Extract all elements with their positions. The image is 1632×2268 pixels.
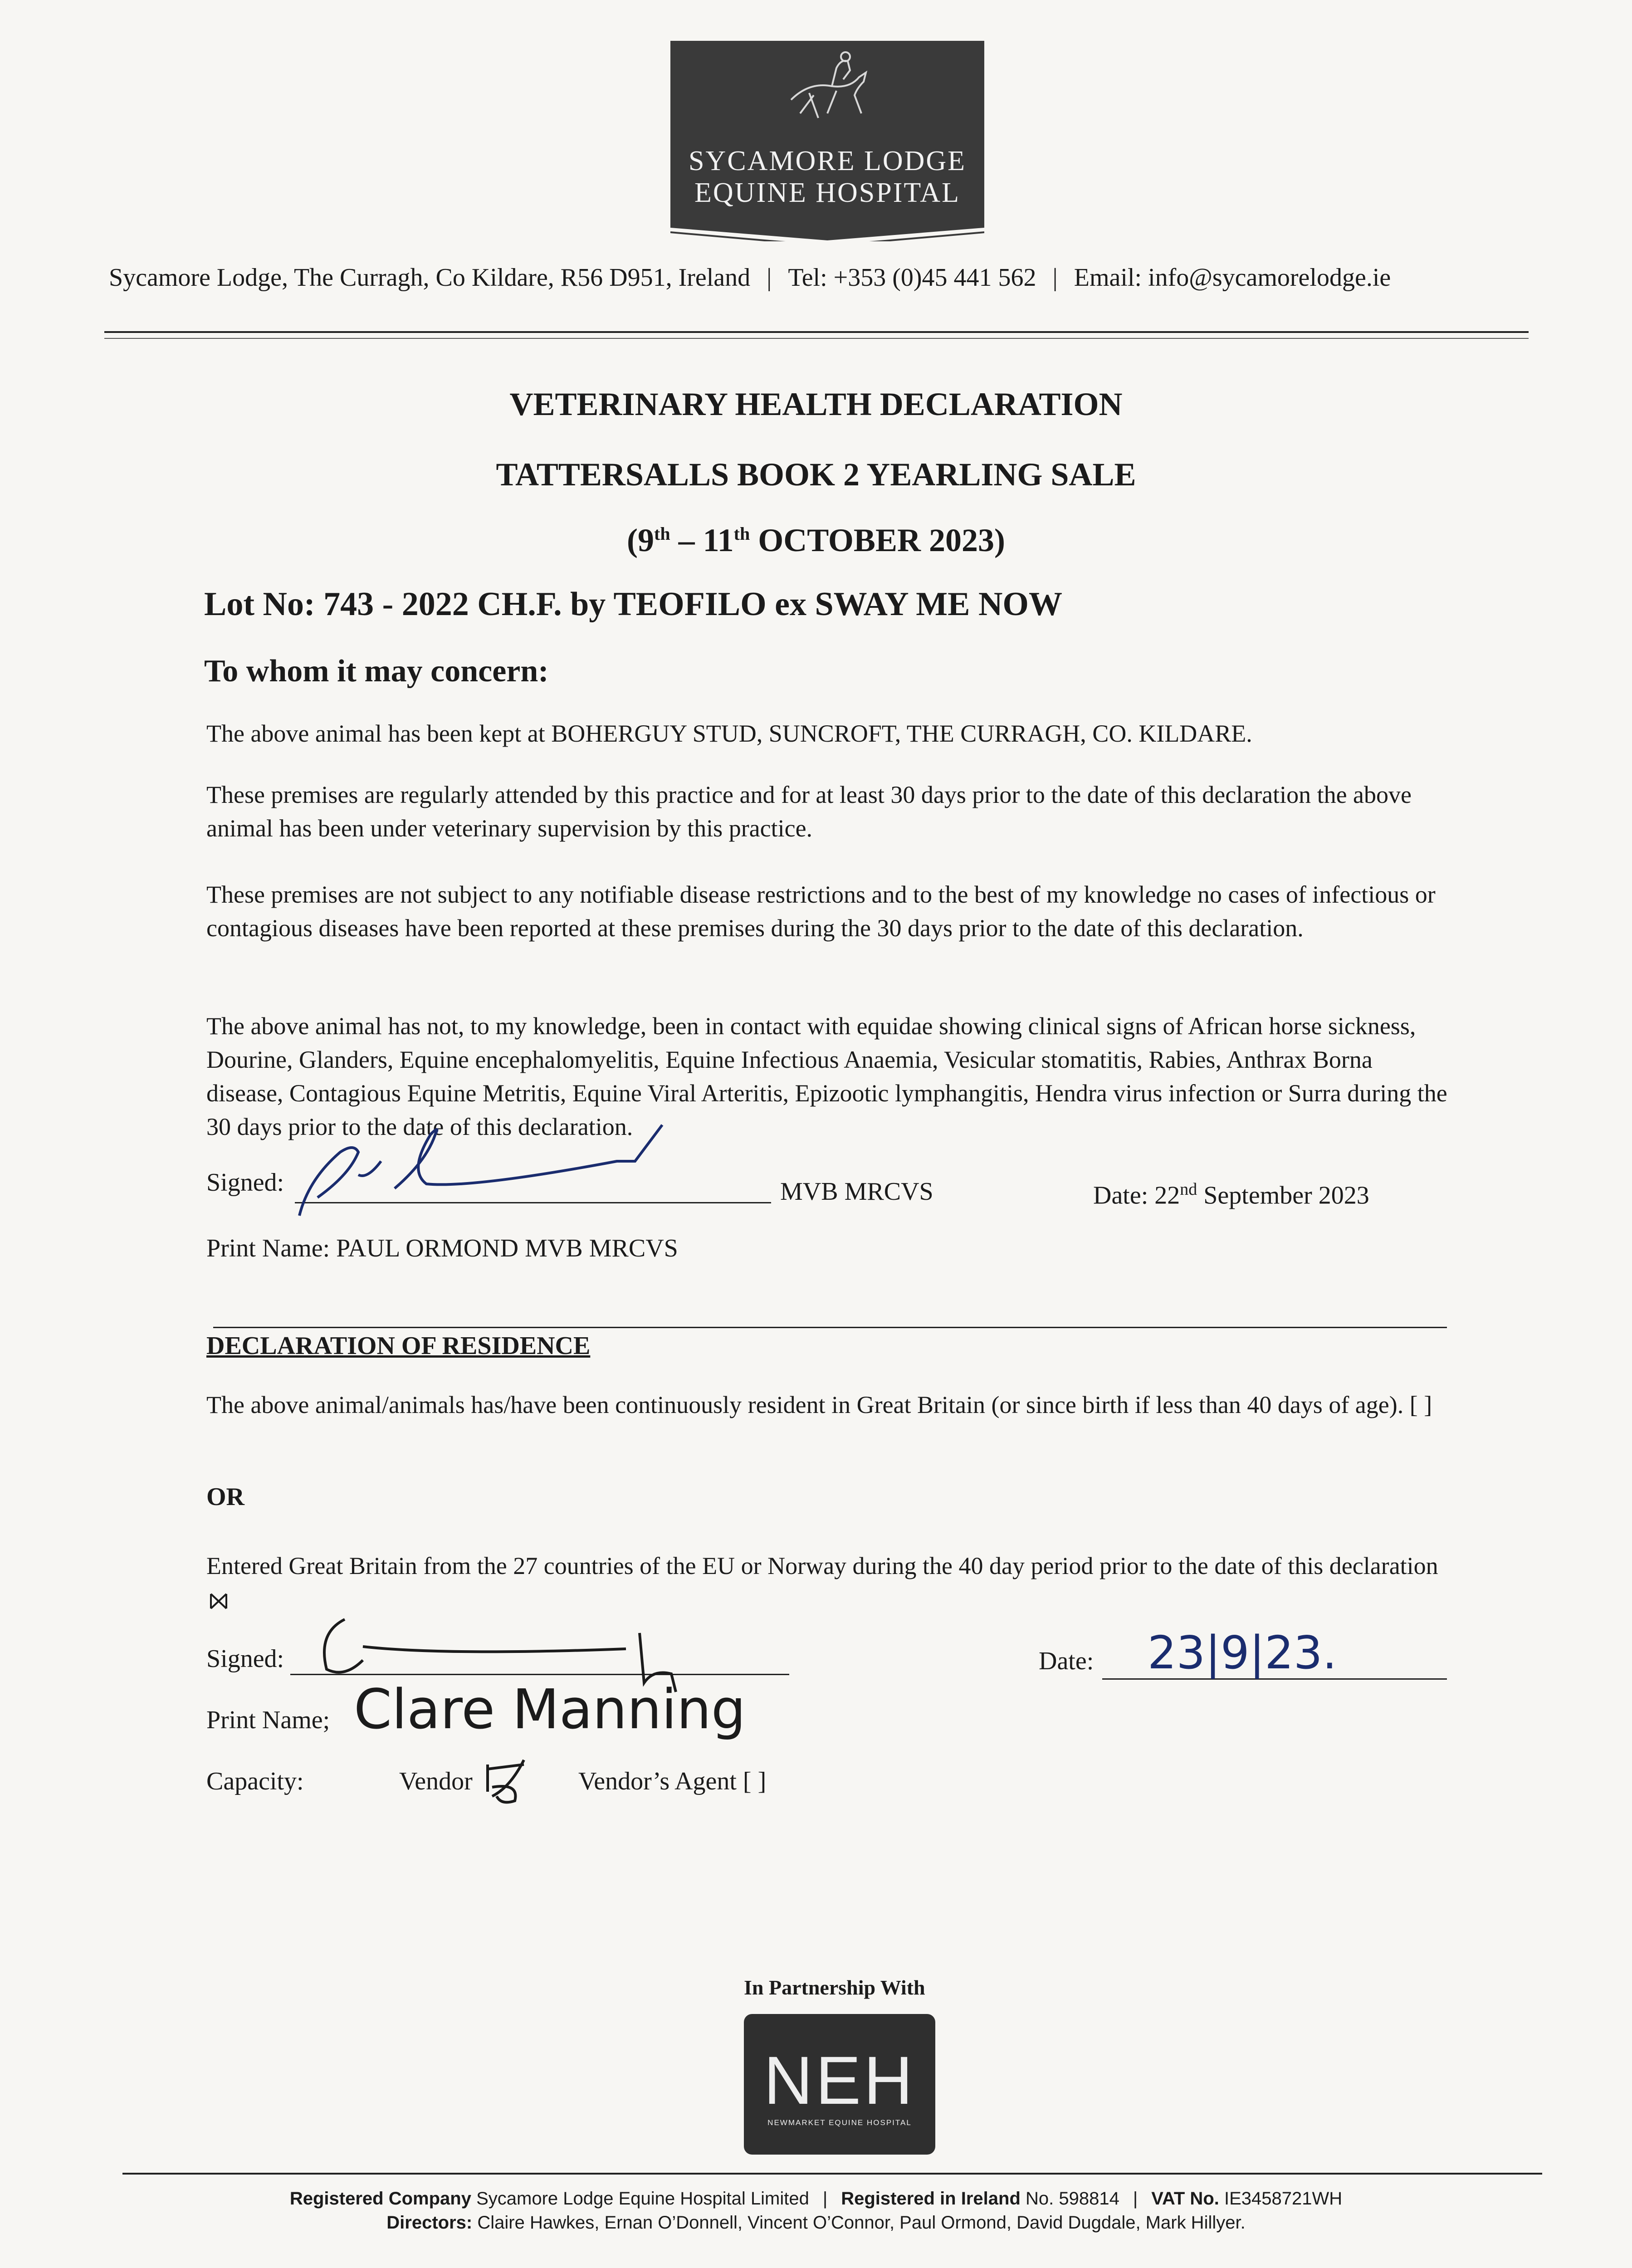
logo-line-1: SYCAMORE LODGE	[688, 146, 967, 176]
vendor-label: Vendor	[399, 1767, 473, 1795]
paragraph-attended: These premises are regularly attended by this practice and for at least 30 days prior to the date of this declaration the above animal has been under veterinary supervision by this practice.	[206, 781, 1412, 842]
telephone: Tel: +353 (0)45 441 562	[788, 264, 1036, 292]
neh-logo-subtitle: NEWMARKET EQUINE HOSPITAL	[767, 2118, 912, 2127]
paragraph-kept-at: The above animal has been kept at BOHERGUY STUD, SUNCROFT, THE CURRAGH, CO. KILDARE.	[206, 720, 1252, 747]
neh-logo-letters: NEH	[763, 2042, 916, 2118]
vet-signed-label: Signed:	[206, 1168, 284, 1197]
owner-print-handwritten: Clare Manning	[354, 1678, 746, 1741]
footer-registration: Registered Company Sycamore Lodge Equine Hospital Limited | Registered in Ireland No. 598814 | VAT No. IE3458721WH	[289, 2189, 1343, 2209]
header-rule	[104, 331, 1529, 333]
footer-rule	[122, 2173, 1542, 2175]
residence-option-2: Entered Great Britain from the 27 countries of the EU or Norway during the 40 day period prior to the date of this declaration	[206, 1549, 1454, 1616]
vet-signature	[290, 1107, 699, 1225]
sale-dates: (9th – 11th OCTOBER 2023)	[627, 522, 1005, 558]
vendor-checkbox-marked	[483, 1755, 533, 1805]
contact-line: Sycamore Lodge, The Curragh, Co Kildare, R56 D951, Ireland | Tel: +353 (0)45 441 562 | Email: info@sycamorelodge.ie	[109, 264, 1391, 292]
paragraph-restrictions: These premises are not subject to any notifiable disease restrictions and to the best of my knowledge no cases of infectious or contagious diseases have been reported at these premises during the 30 days prior to the date of this declaration.	[206, 881, 1436, 942]
partner-caption: In Partnership With	[744, 1976, 925, 1999]
hospital-logo	[670, 41, 984, 222]
logo-chevron	[670, 219, 984, 241]
option-2-checkbox-marked	[209, 1585, 228, 1603]
neh-logo	[744, 2014, 935, 2155]
residence-title: DECLARATION OF RESIDENCE	[206, 1332, 591, 1360]
racehorse-icon	[782, 45, 873, 127]
vendor-agent-label: Vendor’s Agent [ ]	[578, 1767, 767, 1795]
salutation: To whom it may concern:	[204, 654, 549, 689]
address: Sycamore Lodge, The Curragh, Co Kildare, R56 D951, Ireland	[109, 264, 751, 292]
section-divider	[213, 1327, 1447, 1328]
owner-date-label: Date:	[1039, 1647, 1094, 1675]
logo-line-2: EQUINE HOSPITAL	[694, 177, 960, 208]
vet-qualification: MVB MRCVS	[780, 1178, 933, 1206]
residence-option-1: The above animal/animals has/have been continuously resident in Great Britain (or since birth if less than 40 days of age). [ ]	[206, 1391, 1432, 1418]
owner-print-label: Print Name;	[206, 1706, 330, 1734]
doc-title: VETERINARY HEALTH DECLARATION	[509, 386, 1123, 422]
header-rule-thin	[104, 338, 1529, 339]
vet-print-name: Print Name: PAUL ORMOND MVB MRCVS	[206, 1234, 678, 1262]
owner-signed-label: Signed:	[206, 1645, 284, 1673]
or-label: OR	[206, 1483, 244, 1511]
capacity-label: Capacity:	[206, 1767, 304, 1795]
email: Email: info@sycamorelodge.ie	[1074, 264, 1391, 292]
lot-number: Lot No: 743 - 2022 CH.F. by TEOFILO ex SWAY ME NOW	[204, 586, 1062, 623]
footer-directors: Directors: Claire Hawkes, Ernan O’Donnell, Vincent O’Connor, Paul Ormond, David Dugdale, Mark Hillyer.	[386, 2213, 1246, 2233]
paragraph-diseases: The above animal has not, to my knowledge, been in contact with equidae showing clinical signs of African horse sickness, Dourine, Glanders, Equine encephalomyelitis, Equine Infectious Anaemia, Vesicular stomatitis, Rabies, Anthrax Borna disease, Contagious Equine Metritis, Equine Viral Arteritis, Epizootic lymphangitis, Hendra virus infection or Surra during the 30 days prior to the date of this declaration.	[206, 1012, 1447, 1140]
sale-title: TATTERSALLS BOOK 2 YEARLING SALE	[496, 456, 1136, 493]
owner-date-handwritten: 23|9|23.	[1148, 1626, 1337, 1679]
vet-date: Date: 22nd September 2023	[1093, 1180, 1369, 1210]
